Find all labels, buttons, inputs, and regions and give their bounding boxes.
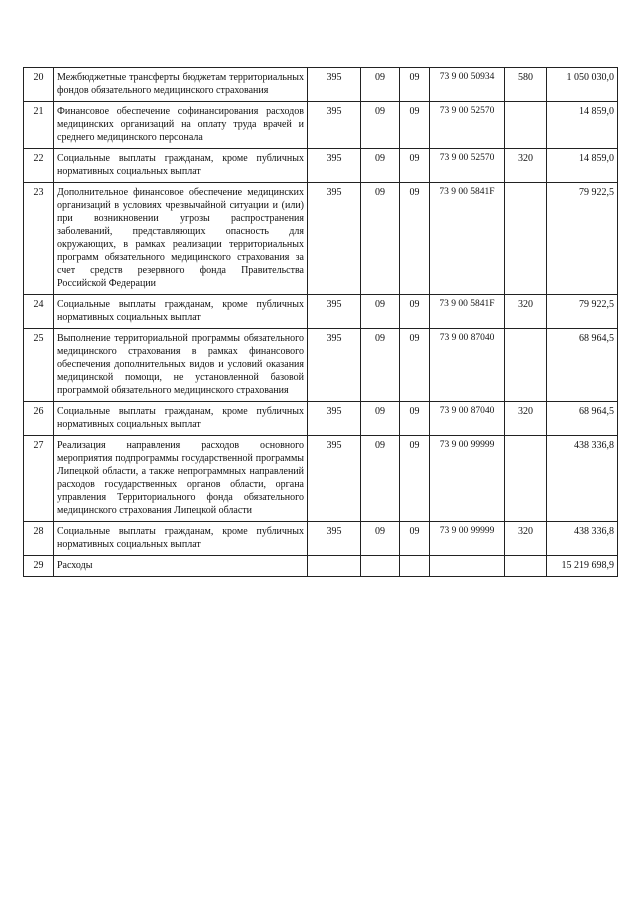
expense-name: Выполнение территориальной программы обязательного медицинского страхования в рамках финансового обеспечения дополнительных видов и условий оказания медицинской помощи, не установленной базовой программой обязательного медицинского страхования (54, 329, 308, 402)
target-article-code: 73 9 00 87040 (430, 329, 505, 402)
section-code (361, 556, 400, 577)
amount: 79 922,5 (547, 183, 618, 295)
row-number: 26 (24, 402, 54, 436)
row-number: 28 (24, 522, 54, 556)
expense-type-code: 320 (505, 295, 547, 329)
section-code: 09 (361, 102, 400, 149)
amount: 14 859,0 (547, 102, 618, 149)
subsection-code: 09 (400, 149, 430, 183)
table-row (24, 149, 618, 183)
table-row (24, 522, 618, 556)
target-article-code: 73 9 00 52570 (430, 102, 505, 149)
grbs-code: 395 (308, 149, 361, 183)
table-row-total (24, 556, 618, 577)
table-row (24, 436, 618, 522)
target-article-code: 73 9 00 87040 (430, 402, 505, 436)
grbs-code: 395 (308, 102, 361, 149)
target-article-code: 73 9 00 99999 (430, 436, 505, 522)
grbs-code: 395 (308, 68, 361, 102)
target-article-code: 73 9 00 50934 (430, 68, 505, 102)
expense-name: Социальные выплаты гражданам, кроме публичных нормативных социальных выплат (54, 149, 308, 183)
subsection-code: 09 (400, 68, 430, 102)
expense-type-code (505, 183, 547, 295)
expense-type-code: 320 (505, 149, 547, 183)
amount: 1 050 030,0 (547, 68, 618, 102)
section-code: 09 (361, 68, 400, 102)
subsection-code: 09 (400, 102, 430, 149)
target-article-code: 73 9 00 99999 (430, 522, 505, 556)
grbs-code: 395 (308, 402, 361, 436)
table-row (24, 183, 618, 295)
section-code: 09 (361, 436, 400, 522)
expense-name: Расходы (54, 556, 308, 577)
section-code: 09 (361, 522, 400, 556)
budget-table (23, 67, 618, 577)
grbs-code: 395 (308, 522, 361, 556)
expense-name: Реализация направления расходов основного мероприятия подпрограммы государственной программы Липецкой области, а также непрограммных направлений расходов государственных органов области, органа управления Территориального фонда обязательного медицинского страхования Липецкой области (54, 436, 308, 522)
subsection-code: 09 (400, 522, 430, 556)
amount: 438 336,8 (547, 522, 618, 556)
row-number: 29 (24, 556, 54, 577)
amount: 68 964,5 (547, 329, 618, 402)
subsection-code: 09 (400, 295, 430, 329)
subsection-code: 09 (400, 402, 430, 436)
expense-name: Социальные выплаты гражданам, кроме публичных нормативных социальных выплат (54, 402, 308, 436)
row-number: 25 (24, 329, 54, 402)
amount: 438 336,8 (547, 436, 618, 522)
target-article-code: 73 9 00 5841F (430, 295, 505, 329)
row-number: 21 (24, 102, 54, 149)
grbs-code (308, 556, 361, 577)
grbs-code: 395 (308, 436, 361, 522)
expense-type-code: 320 (505, 522, 547, 556)
table-row (24, 402, 618, 436)
grbs-code: 395 (308, 329, 361, 402)
amount: 14 859,0 (547, 149, 618, 183)
row-number: 20 (24, 68, 54, 102)
subsection-code: 09 (400, 183, 430, 295)
target-article-code (430, 556, 505, 577)
section-code: 09 (361, 329, 400, 402)
subsection-code (400, 556, 430, 577)
table-row (24, 102, 618, 149)
expense-name: Финансовое обеспечение софинансирования расходов медицинских организаций на оплату труда врачей и среднего медицинского персонала (54, 102, 308, 149)
target-article-code: 73 9 00 5841F (430, 183, 505, 295)
section-code: 09 (361, 295, 400, 329)
expense-type-code (505, 329, 547, 402)
subsection-code: 09 (400, 329, 430, 402)
expense-name: Социальные выплаты гражданам, кроме публичных нормативных социальных выплат (54, 522, 308, 556)
row-number: 24 (24, 295, 54, 329)
expense-type-code: 580 (505, 68, 547, 102)
section-code: 09 (361, 402, 400, 436)
amount: 79 922,5 (547, 295, 618, 329)
expense-type-code (505, 556, 547, 577)
expense-name: Дополнительное финансовое обеспечение медицинских организаций в условиях чрезвычайной ситуации и (или) при возникновении угрозы распространения заболеваний, представляющих опасность для окружающих, в рамках реализации территориальных программ обязательного медицинского страхования за счет средств резервного фонда Правительства Российской Федерации (54, 183, 308, 295)
section-code: 09 (361, 149, 400, 183)
table-row (24, 295, 618, 329)
grbs-code: 395 (308, 295, 361, 329)
section-code: 09 (361, 183, 400, 295)
expense-type-code (505, 102, 547, 149)
expense-name: Межбюджетные трансферты бюджетам территориальных фондов обязательного медицинского страхования (54, 68, 308, 102)
row-number: 23 (24, 183, 54, 295)
subsection-code: 09 (400, 436, 430, 522)
amount: 15 219 698,9 (547, 556, 618, 577)
table-row (24, 329, 618, 402)
table-row (24, 68, 618, 102)
row-number: 27 (24, 436, 54, 522)
row-number: 22 (24, 149, 54, 183)
target-article-code: 73 9 00 52570 (430, 149, 505, 183)
expense-type-code: 320 (505, 402, 547, 436)
expense-name: Социальные выплаты гражданам, кроме публичных нормативных социальных выплат (54, 295, 308, 329)
expense-type-code (505, 436, 547, 522)
grbs-code: 395 (308, 183, 361, 295)
amount: 68 964,5 (547, 402, 618, 436)
